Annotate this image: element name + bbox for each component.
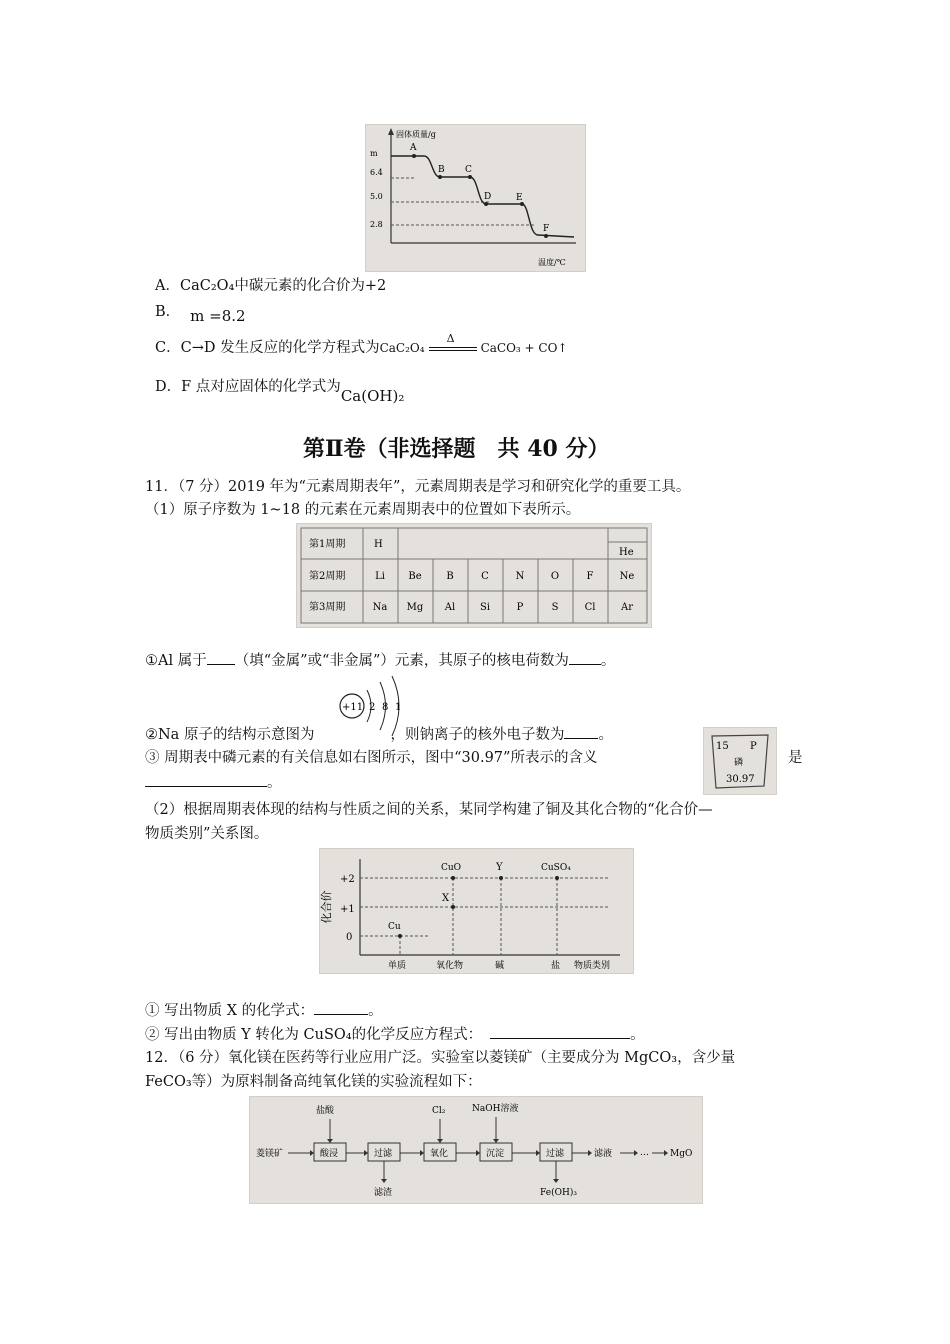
option-b [155, 301, 246, 325]
valence-category-graph [319, 848, 634, 974]
q11-sub3-end: 是 [788, 750, 803, 766]
graph2-point-CuO: CuO [441, 863, 462, 873]
graph2-xcat-oxide: 氧化物 [436, 961, 464, 971]
option-d-formula: Ca(OH)₂ [340, 387, 405, 405]
element-Be: Be [408, 571, 422, 582]
q11-sub3-c: 。 [267, 775, 282, 791]
element-Al: Al [444, 602, 456, 613]
flow-input-cl2: Cl₂ [432, 1106, 446, 1116]
element-O: O [550, 571, 560, 582]
flow-start: 菱镁矿 [256, 1149, 284, 1159]
graph2-ytick-0: 0 [346, 932, 353, 943]
graph2-point-X: X [442, 893, 450, 904]
graph2-xcat-salt: 盐 [551, 961, 561, 971]
graph1-point-B: B [438, 165, 445, 175]
graph1-point-F: F [543, 224, 550, 234]
q11-sub1-b: （填“金属”或“非金属”）元素，其原子的核电荷数为 [234, 653, 569, 669]
q11-question-y-text: ② 写出由物质 Y 转化为 CuSO₄的化学反应方程式： [145, 1027, 483, 1043]
q11-question-y-end: 。 [630, 1027, 645, 1043]
na-ion-electrons-blank[interactable] [564, 724, 598, 739]
na-nucleus: +11 [342, 702, 364, 713]
q11-part1: （1）原子序数为 1~18 的元素在元素周期表中的位置如下表所示。 [145, 502, 581, 518]
q11-sub3-a: ③ 周期表中磷元素的有关信息如右图所示，图中“30.97”所表示的含义 [145, 750, 598, 766]
option-d [155, 376, 405, 405]
q11-part2-line2: 物质类别”关系图。 [145, 826, 269, 842]
option-a-text: CaC₂O₄中碳元素的化合价为+2 [179, 278, 387, 294]
graph2-ytick-plus2: +2 [340, 874, 355, 885]
element-S: S [551, 602, 559, 613]
q11-sub2-c: 。 [598, 727, 613, 743]
element-Ar: Ar [620, 602, 634, 613]
graph1-ytick-2.8: 2.8 [370, 220, 383, 229]
flow-output-feoh3: Fe(OH)₃ [540, 1188, 577, 1198]
flow-end: MgO [670, 1149, 693, 1159]
flow-input-naoh: NaOH溶液 [472, 1104, 519, 1114]
graph1-ylabel: 固体质量/g [396, 130, 436, 139]
q11-question-y [145, 1024, 645, 1045]
q11-sub2-b: ，则钠离子的核外电子数为 [390, 727, 565, 743]
graph2-xlabel: 物质类别 [574, 961, 611, 971]
element-Li: Li [375, 571, 385, 582]
graph2-point-Y: Y [496, 862, 503, 873]
y-equation-blank[interactable] [490, 1024, 630, 1039]
p-mass: 30.97 [726, 774, 755, 785]
q12-line2: FeCO₃等）为原料制备高纯氧化镁的实验流程如下： [145, 1074, 482, 1090]
graph1-point-E: E [516, 193, 523, 203]
q11-sub2 [145, 724, 613, 745]
flow-step-filter-1: 过滤 [374, 1149, 393, 1159]
graph1-point-C: C [465, 165, 472, 175]
q11-intro: 11．（7 分）2019 年为“元素周期表年”，元素周期表是学习和研究化学的重要工具。 [145, 479, 691, 495]
option-b-text: m =8.2 [190, 307, 246, 325]
p-mass-meaning-blank[interactable] [145, 772, 267, 787]
option-d-label: D． [155, 379, 182, 395]
graph1-point-A: A [410, 143, 417, 153]
x-formula-blank[interactable] [314, 1000, 368, 1015]
option-d-pre: F 点对应固体的化学式为 [181, 379, 341, 395]
q11-sub3-answer [145, 772, 282, 793]
graph1-point-D: D [484, 192, 492, 202]
period-3-label: 第3周期 [309, 602, 346, 613]
option-c-pre: C→D 发生反应的化学方程式为 [180, 340, 380, 356]
al-charge-blank[interactable] [569, 650, 601, 665]
flow-output-residue: 滤渣 [374, 1188, 393, 1198]
q11-sub1 [145, 650, 615, 671]
al-type-blank[interactable] [207, 650, 235, 665]
p-name: 磷 [734, 758, 744, 768]
flow-ellipsis: … [640, 1148, 649, 1158]
na-shell-3: 1 [395, 702, 402, 713]
q11-sub2-a: ②Na 原子的结构示意图为 [145, 727, 315, 743]
q12-line1: 12．（6 分）氧化镁在医药等行业应用广泛。实验室以菱镁矿（主要成分为 MgCO₃，含少量 [145, 1050, 736, 1066]
periodic-table [296, 523, 652, 628]
q11-sub3 [145, 748, 597, 768]
q11-part2-line1: （2）根据周期表体现的结构与性质之间的关系，某同学构建了铜及其化合物的“化合价— [145, 802, 713, 818]
element-B: B [446, 571, 454, 582]
element-F: F [586, 571, 594, 582]
period-1-label: 第1周期 [309, 539, 346, 550]
reaction-condition: Δ [446, 332, 455, 345]
q11-sub1-a: ①Al 属于 [145, 653, 207, 669]
p-symbol: P [750, 741, 757, 752]
element-H: H [374, 539, 383, 550]
flow-step-filter-2: 过滤 [546, 1149, 565, 1159]
na-shell-1: 2 [369, 702, 376, 713]
graph1-xlabel: 温度/℃ [538, 258, 566, 267]
q11-question-x-end: 。 [368, 1003, 383, 1019]
element-Ne: Ne [619, 571, 635, 582]
element-He: He [619, 547, 634, 558]
na-shell-2: 8 [382, 702, 389, 713]
graph2-xcat-base: 碱 [495, 961, 505, 971]
graph1-ytick-5.0: 5.0 [370, 192, 383, 201]
flow-step-precipitate: 沉淀 [486, 1149, 505, 1159]
flow-step-oxidize: 氧化 [430, 1149, 449, 1159]
element-N: N [515, 571, 525, 582]
graph2-xcat-elemental: 单质 [388, 961, 407, 971]
element-Na: Na [372, 602, 388, 613]
mass-temperature-graph [365, 124, 586, 272]
flow-step-acid-leach: 酸浸 [320, 1149, 339, 1159]
graph2-point-CuSO4: CuSO₄ [541, 863, 571, 873]
flow-input-hcl: 盐酸 [316, 1106, 335, 1116]
option-b-label: B． [155, 304, 181, 320]
q11-sub1-c: 。 [600, 653, 616, 669]
period-2-label: 第2周期 [309, 571, 346, 582]
flow-filtrate: 滤液 [594, 1149, 613, 1159]
option-a [155, 276, 386, 296]
element-Cl: Cl [584, 602, 596, 613]
section-title: 第Ⅱ卷（非选择题 共 40 分） [303, 436, 610, 462]
q11-question-x-text: ① 写出物质 X 的化学式： [145, 1003, 315, 1019]
element-Si: Si [479, 602, 491, 613]
option-c-rhs: CaCO₃ + CO↑ [480, 341, 568, 355]
graph2-ytick-plus1: +1 [340, 904, 355, 915]
element-Mg: Mg [406, 602, 424, 613]
option-c-lhs: CaC₂O₄ [379, 341, 425, 355]
reaction-arrow [425, 332, 481, 355]
q11-question-x [145, 1000, 383, 1021]
graph1-ytick-6.4: 6.4 [370, 168, 383, 177]
option-c [155, 332, 568, 358]
phosphorus-card [703, 727, 777, 795]
element-C: C [481, 571, 489, 582]
process-flowchart [249, 1096, 703, 1204]
option-c-label: C． [155, 340, 181, 356]
option-a-label: A． [155, 278, 180, 294]
element-P: P [516, 602, 524, 613]
graph1-ytick-m: m [370, 149, 378, 158]
graph2-ylabel: 化合价 [320, 890, 333, 924]
p-number: 15 [716, 741, 729, 752]
graph2-point-Cu: Cu [388, 922, 401, 932]
